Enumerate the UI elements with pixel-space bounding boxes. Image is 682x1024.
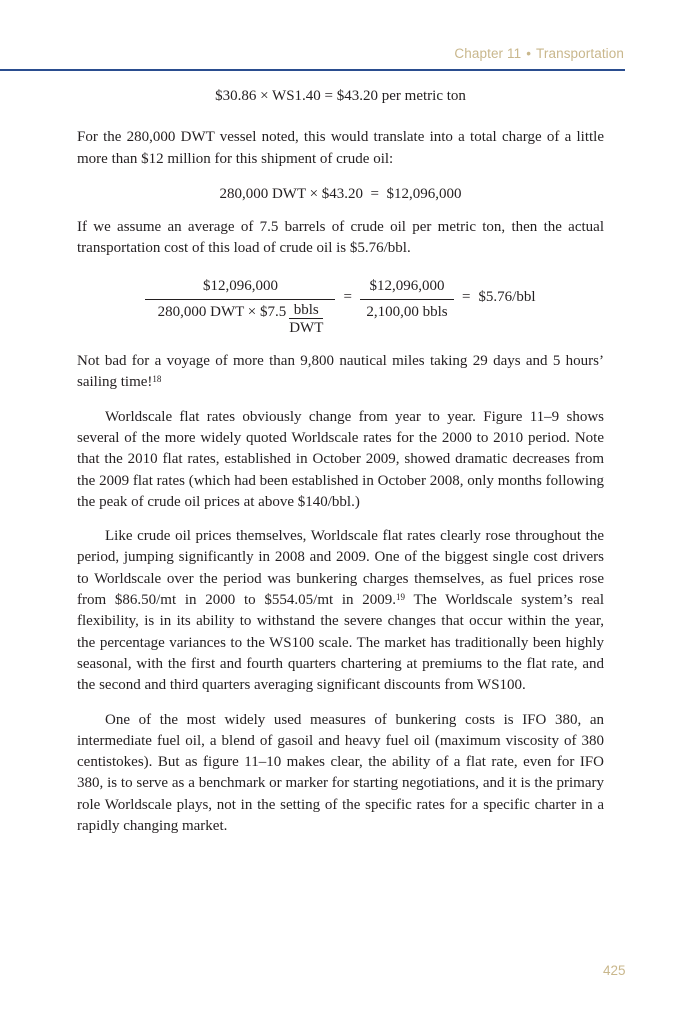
paragraph-average-barrels: If we assume an average of 7.5 barrels of crude oil per metric ton, then the actual transportation cost of this load of crude oil is $5.76/bbl. [77, 219, 604, 257]
paragraph-flat-rates-rose-b: The Worldscale system’s real flexibility, is in its ability to withstand the severe changes that occur within the year, the percentage variances to the WS100 scale. The market has traditionally been highly seasonal, with the first and fourth quarters chartering at premiums to the flat rate, and the second and third quarters averaging significant discounts from WS100. [77, 592, 604, 694]
chapter-label: Chapter 11 [454, 46, 522, 61]
fraction-middle [360, 276, 454, 324]
fraction-left [145, 276, 335, 337]
equation-rate: $30.86 × WS1.40 = $43.20 per metric ton [215, 88, 466, 104]
header-rule [0, 69, 625, 71]
inner-fraction-numerator: bbls [293, 302, 319, 319]
equals-sign-1: = [343, 288, 352, 305]
page-number: 425 [603, 963, 626, 978]
paragraph-total-charge: For the 280,000 DWT vessel noted, this would translate into a total charge of a little more than $12 million for this shipment of crude oil: [77, 129, 604, 167]
equation-total: 280,000 DWT × $43.20 = $12,096,000 [219, 185, 462, 202]
equation-per-barrel [77, 276, 604, 337]
inner-fraction-denominator: DWT [289, 320, 324, 337]
denominator-prefix: 280,000 DWT × $7.5 [157, 304, 287, 321]
section-label: Transportation [536, 46, 624, 61]
paragraph-voyage-text: Not bad for a voyage of more than 9,800 nautical miles taking 29 days and 5 hours’ sailing time! [77, 353, 604, 391]
fraction-middle-numerator: $12,096,000 [369, 277, 445, 294]
paragraph-flat-rates-rose-a: Like crude oil prices themselves, Worldscale flat rates clearly rose throughout the period, jumping significantly in 2008 and 2009. One of the biggest single cost drivers to Worldscale over the period was bunkering charges themselves, as fuel prices rose from $86.50/mt in 2000 to $554.05/mt in 2009. [77, 528, 604, 609]
fraction-middle-denominator: 2,100,00 bbls [366, 304, 448, 321]
paragraph-ifo-380: One of the most widely used measures of bunkering costs is IFO 380, an intermediate fuel oil, a blend of gasoil and heavy fuel oil (maximum viscosity of 380 centistokes). But as figure 11–10 makes clear, the ability of a flat rate, even for IFO 380, is to serve as a benchmark or marker for starting negotiations, and it is the primary role Worldscale plays, not in the setting of the specific rates for a specific charter in a rapidly changing market. [77, 711, 604, 835]
fraction-left-numerator: $12,096,000 [202, 277, 278, 294]
paragraph-voyage [77, 351, 604, 394]
footnote-ref-19: 19 [396, 592, 406, 603]
running-header [454, 46, 624, 61]
page-body [77, 86, 604, 837]
fraction-left-denominator [158, 300, 324, 337]
result-value: $5.76/bbl [478, 288, 536, 305]
equals-sign-2: = [461, 288, 471, 305]
header-separator: • [526, 46, 532, 61]
footnote-ref-18: 18 [152, 374, 162, 385]
paragraph-flat-rates-change: Worldscale flat rates obviously change from year to year. Figure 11–9 shows several of the more widely quoted Worldscale rates for the 2000 to 2010 period. Note that the 2010 flat rates, established in October 2009, showed dramatic decreases from the 2009 flat rates (which had been established in October 2008, only months following the peak of crude oil prices at above $140/bbl.) [77, 408, 604, 510]
paragraph-flat-rates-rose [77, 526, 604, 696]
inner-fraction [289, 302, 323, 337]
